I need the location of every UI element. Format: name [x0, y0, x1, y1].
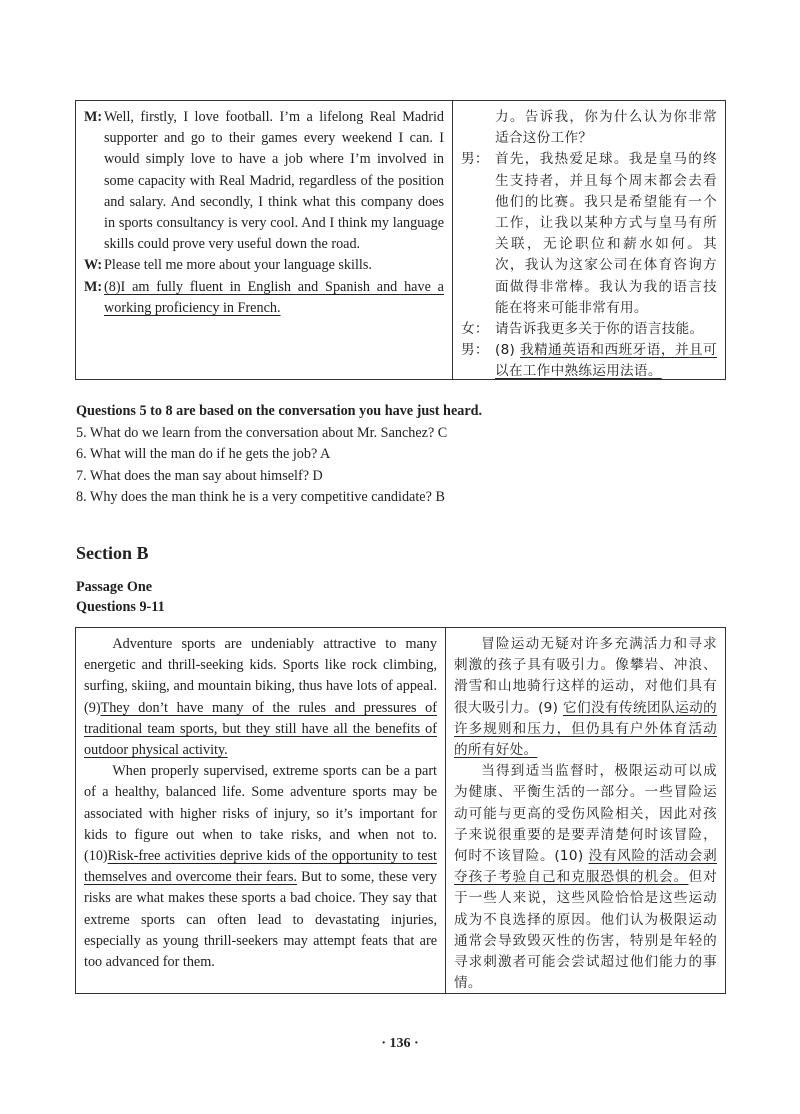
passage-table	[75, 627, 726, 994]
questions-heading: Questions 5 to 8 are based on the conversation you have just heard.	[76, 403, 483, 419]
dialogue-table	[75, 100, 726, 380]
paragraph-text: 但对于一些人来说，这些风险恰恰是这些运动成为不良选择的原因。他们认为极限运动通常会导致毁灭性的伤害，特别是年轻的寻求刺激者可能会尝试超过他们能力的事情。	[454, 869, 717, 992]
paragraph-text: 冒险运动无疑对许多充满活力和寻求刺激的孩子具有吸引力。像攀岩、冲浪、滑雪和山地骑行这样的运动，对他们具有很大吸引力。	[454, 636, 717, 716]
questions-block	[76, 401, 482, 509]
dialogue-turn	[461, 107, 717, 149]
dialogue-turn	[461, 340, 717, 382]
speaker-label	[461, 107, 495, 149]
speaker-label: W:	[84, 257, 103, 274]
dialogue-turn	[84, 277, 444, 319]
answer-sentence: They don’t have many of the rules and pressures of traditional team sports, but they still have all the benefits of outdoor physical activity.	[84, 699, 437, 759]
dialogue-text: 首先，我热爱足球。我是皇马的终生支持者，并且每个周末都会去看他们的比赛。我只是希望能有一个工作，让我以某种方式与皇马有所关联，无论职位和薪水如何。其次，我认为这家公司在体育咨询方面做得非常棒。我认为我的语言技能在将来可能非常有用。	[495, 151, 717, 316]
answer-sentence: 它们没有传统团队运动的许多规则和压力，但仍具有户外体育活动的所有好处。	[454, 699, 717, 759]
question-item: 7. What does the man say about himself? D	[76, 467, 323, 484]
dialogue-turn	[84, 255, 444, 276]
paragraph-text: But to some, these very risks are what makes these sports a bad choice. They say that extreme sports can often lead to devastating injuries, especially as young thrill-seekers may attempt feats that are too advanced for them.	[84, 869, 437, 971]
answer-marker: (8)	[495, 342, 520, 359]
dialogue-turn	[461, 149, 717, 319]
paragraph-text: 当得到适当监督时，极限运动可以成为健康、平衡生活的一部分。一些冒险运动可能与更高的受伤风险相关，因此对孩子来说很重要的是要弄清楚何时该冒险，何时不该冒险。	[454, 763, 717, 865]
answer-sentence: 没有风险的活动会剥夺孩子考验自己和克服恐惧的机会。	[454, 848, 718, 886]
answer-sentence: 我精通英语和西班牙语，并且可以在工作中熟练运用法语。	[495, 342, 718, 380]
dialogue-turn	[461, 319, 717, 340]
paragraph-text: Adventure sports are undeniably attractive to many energetic and thrill-seeking kids. Sports like rock climbing, surfing, skiing, and mountain biking, thus have lots of appeal.	[84, 636, 437, 695]
answer-marker: (9)	[84, 699, 101, 716]
dialogue-english-column	[76, 101, 453, 379]
paragraph-text: When properly supervised, extreme sports can be a part of a healthy, balanced life. Some adventure sports may be associated with higher risks of injury, so it’s important for kids to figure out when to take risks, and when not to.	[84, 763, 437, 843]
dialogue-text	[104, 277, 444, 319]
questions-range: Questions 9-11	[76, 599, 165, 615]
passage-paragraph	[84, 634, 437, 761]
speaker-label: M:	[84, 278, 103, 295]
answer-marker: (10)	[84, 848, 108, 865]
dialogue-text: Please tell me more about your language skills.	[104, 257, 372, 274]
passage-paragraph	[84, 761, 437, 973]
speaker-label: 女：	[461, 321, 489, 338]
dialogue-turn	[84, 107, 444, 255]
speaker-label: M:	[84, 109, 103, 125]
question-item: 6. What will the man do if he gets the job? A	[76, 446, 331, 462]
page-number: · 136 ·	[381, 1036, 419, 1051]
dialogue-chinese-column	[453, 101, 725, 379]
answer-marker: (10)	[554, 848, 589, 865]
dialogue-text: 力。告诉我，你为什么认为你非常适合这份工作？	[495, 109, 717, 147]
dialogue-text: 请告诉我更多关于你的语言技能。	[495, 321, 704, 338]
section-title: Section B	[76, 543, 149, 563]
question-item: 5. What do we learn from the conversation about Mr. Sanchez? C	[76, 424, 448, 441]
passage-title: Passage One	[76, 579, 153, 595]
speaker-label: 男：	[461, 342, 489, 359]
answer-marker: (8)	[104, 278, 121, 295]
dialogue-text: Well, firstly, I love football. I’m a lifelong Real Madrid supporter and go to their games every weekend I can. I would simply love to have a job where I’m involved in some capacity with Real Madrid, regardless of the position and salary. And secondly, I think what this company does in sports consultancy is very cool. And I think my language skills could prove very useful down the road.	[104, 109, 444, 253]
question-item: 8. Why does the man think he is a very competitive candidate? B	[76, 489, 445, 505]
passage-paragraph	[454, 634, 717, 761]
passage-paragraph	[454, 761, 717, 994]
passage-chinese-column	[446, 628, 725, 993]
passage-english-column	[76, 628, 446, 993]
dialogue-text	[495, 340, 717, 382]
answer-sentence: Risk-free activities deprive kids of the opportunity to test themselves and overcome their fears.	[84, 848, 437, 886]
answer-sentence: I am fully fluent in English and Spanish and have a working proficiency in French.	[104, 278, 444, 316]
answer-marker: (9)	[538, 699, 563, 716]
speaker-label: 男：	[461, 151, 489, 168]
